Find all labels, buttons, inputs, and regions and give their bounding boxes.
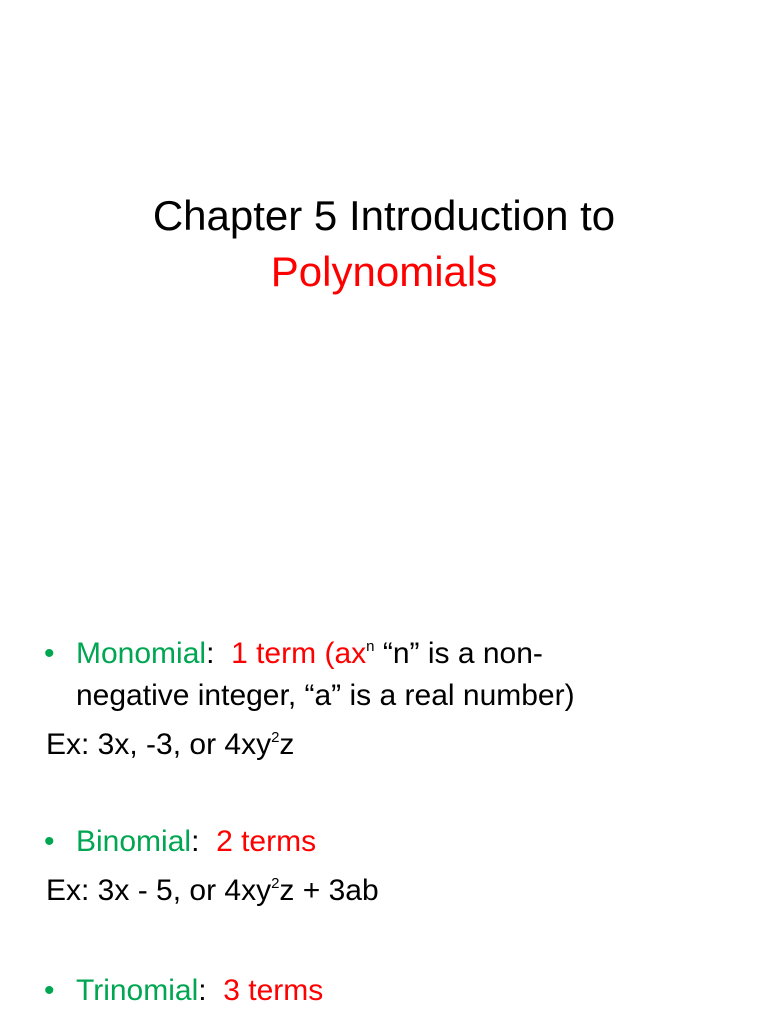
binomial-count: 2 terms bbox=[216, 825, 317, 858]
title-line-1: Chapter 5 Introduction to bbox=[152, 192, 616, 239]
binomial-example-exponent: 2 bbox=[271, 875, 280, 892]
monomial-exponent: n bbox=[366, 638, 375, 655]
binomial-term: Binomial bbox=[76, 825, 192, 858]
binomial-example-text: Ex: 3x - 5, or 4xy bbox=[46, 874, 272, 907]
binomial-example-suffix: z + 3ab bbox=[279, 874, 379, 907]
monomial-example-suffix: z bbox=[279, 728, 295, 761]
monomial-definition-line1: “n” is a non- bbox=[382, 637, 543, 670]
monomial-example-exponent: 2 bbox=[271, 729, 280, 746]
monomial-example-text: Ex: 3x, -3, or 4xy bbox=[46, 728, 272, 761]
binomial-example bbox=[46, 871, 379, 916]
monomial-colon: : bbox=[206, 637, 215, 670]
bullet-icon: • bbox=[44, 637, 55, 670]
monomial-term: Monomial bbox=[76, 637, 207, 670]
binomial-colon: : bbox=[191, 825, 200, 858]
title-line-2: Polynomials bbox=[270, 248, 498, 295]
monomial-count: 1 term bbox=[231, 637, 317, 670]
trinomial-bullet bbox=[44, 971, 323, 1011]
bullet-icon: • bbox=[44, 825, 55, 858]
monomial-paren-open: (ax bbox=[324, 637, 367, 670]
monomial-bullet bbox=[44, 634, 543, 679]
binomial-bullet bbox=[44, 822, 316, 862]
bullet-icon: • bbox=[44, 974, 55, 1007]
trinomial-term: Trinomial bbox=[76, 974, 199, 1007]
monomial-definition-line2: negative integer, “a” is a real number) bbox=[76, 679, 575, 712]
trinomial-count: 3 terms bbox=[223, 974, 324, 1007]
monomial-example bbox=[46, 725, 294, 770]
trinomial-colon: : bbox=[198, 974, 207, 1007]
